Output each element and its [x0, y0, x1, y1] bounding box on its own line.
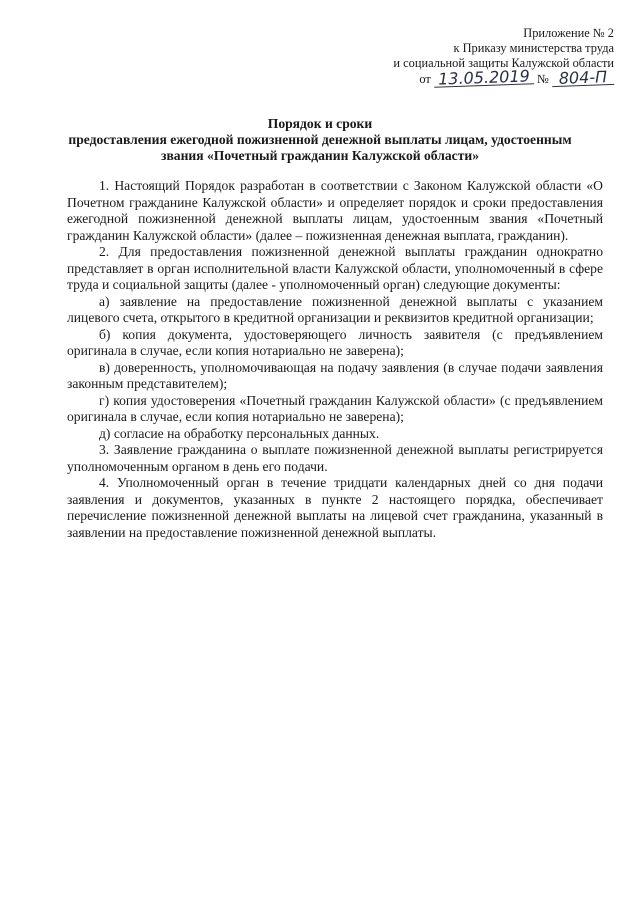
appendix-line-3: и социальной защиты Калужской области [393, 56, 614, 70]
handwritten-date: 13.05.2019 [434, 69, 534, 87]
title-line-3: звания «Почетный гражданин Калужской области» [160, 148, 480, 163]
document-body [67, 178, 603, 541]
list-item-g: г) копия удостоверения «Почетный гражданин Калужской области» (с предъявлением оригинала в случае, если копия нотариально не заверена); [67, 392, 603, 424]
list-item-d: д) согласие на обработку персональных данных. [99, 425, 380, 441]
list-item-a: а) заявление на предоставление пожизненной денежной выплаты с указанием лицевого счета, открытого в кредитной организации и реквизитов кредитной организации; [67, 293, 603, 325]
list-item-b: б) копия документа, удостоверяющего личность заявителя (с предъявлением оригинала в случае, если копия нотариально не заверена); [67, 326, 603, 358]
title-line-2: предоставления ежегодной пожизненной денежной выплаты лицам, удостоенным [68, 132, 572, 147]
title-line-1: Порядок и сроки [267, 116, 373, 131]
number-label: № [537, 72, 549, 86]
paragraph-1: 1. Настоящий Порядок разработан в соответствии с Законом Калужской области «О Почетном гражданине Калужской области» и определяет порядок и сроки предоставления ежегодной пожизненной денежной выплаты лицам, удостоенным звания «Почетный гражданин Калужской области» (далее – пожизненная денежная выплата, гражданин). [67, 178, 603, 243]
order-reference [419, 66, 614, 89]
from-label: от [419, 72, 431, 86]
paragraph-3: 3. Заявление гражданина о выплате пожизненной денежной выплаты регистрируется уполномоченным органом в день его подачи. [67, 442, 603, 474]
paragraph-2: 2. Для предоставления пожизненной денежной выплаты гражданин однократно представляет в орган исполнительной власти Калужской области, уполномоченный в сфере труда и социальной защиты (далее - уполномоченный орган) следующие документы: [67, 244, 603, 292]
appendix-line-1: Приложение № 2 [523, 26, 614, 40]
document-title [60, 116, 580, 164]
appendix-header [393, 26, 614, 87]
list-item-v: в) доверенность, уполномочивающая на подачу заявления (в случае подачи заявления законным представителем); [67, 359, 603, 391]
handwritten-number: 804-П [552, 70, 614, 87]
paragraph-4: 4. Уполномоченный орган в течение тридцати календарных дней со дня подачи заявления и документов, указанных в пункте 2 настоящего порядка, обеспечивает перечисление пожизненной денежной выплаты на лицевой счет гражданина, указанный в заявлении на предоставление пожизненной денежной выплаты. [67, 475, 603, 540]
appendix-line-2: к Приказу министерства труда [453, 41, 614, 55]
